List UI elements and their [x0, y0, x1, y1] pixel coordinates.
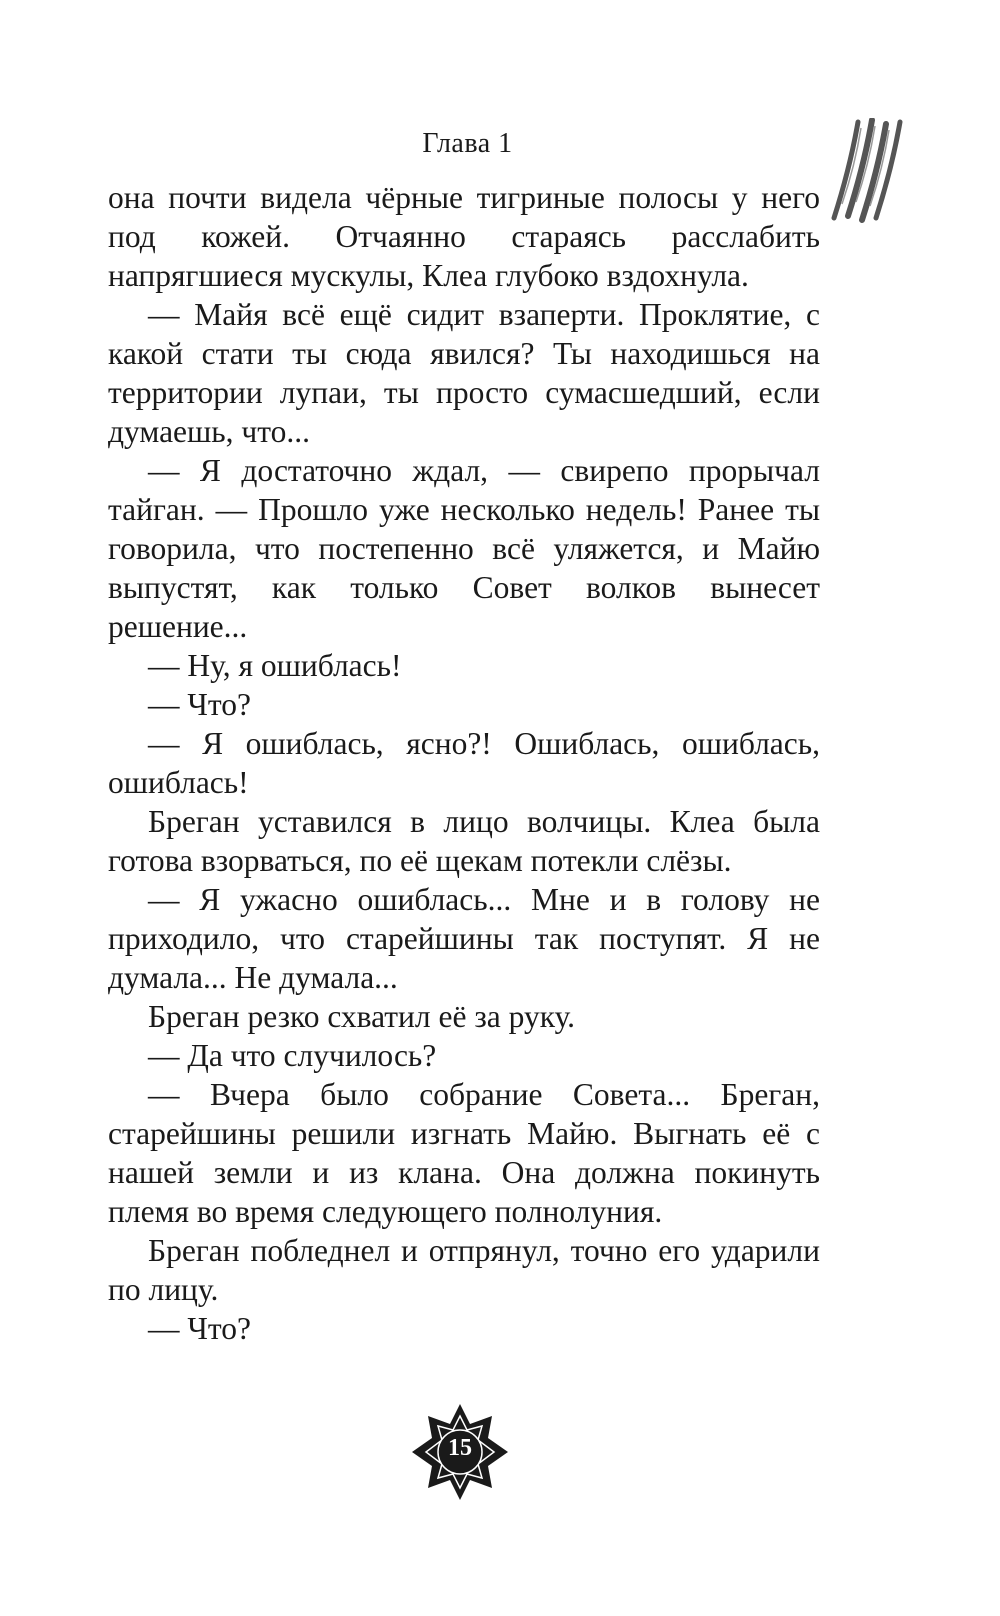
paragraph: Бреган побледнел и отпрянул, точно его ударили по лицу. — [108, 1233, 820, 1307]
paragraph: — Ну, я ошиблась! — [148, 648, 402, 683]
paragraph: Бреган резко схватил её за руку. — [148, 999, 576, 1034]
paragraph: — Майя всё ещё сидит взаперти. Проклятие, с какой стати ты сюда явился? Ты находишься на территории лупаи, ты просто сумасшедший, если думаешь, что... — [108, 297, 820, 449]
paragraph: — Я достаточно ждал, — свирепо прорычал тайган. — Прошло уже несколько недель! Ранее ты говорила, что постепенно всё уляжется, и Майю выпустят, как только Совет волков вынесет решение... — [108, 453, 820, 644]
paragraph: — Я ужасно ошиблась... Мне и в голову не приходило, что старейшины так поступят. Я не думала... Не думала... — [108, 882, 820, 995]
running-title: Глава 1 — [422, 128, 513, 159]
paragraph: — Я ошиблась, ясно?! Ошиблась, ошиблась, ошиблась! — [108, 726, 820, 800]
page-number: 15 — [448, 1435, 472, 1461]
paragraph: — Вчера было собрание Совета... Бреган, старейшины решили изгнать Майю. Выгнать её с нашей земли и из клана. Она должна покинуть племя во время следующего полнолуния. — [108, 1077, 820, 1229]
paragraph: она почти видела чёрные тигриные полосы у него под кожей. Отчаянно стараясь расслабить напрягшиеся мускулы, Клеа глубоко вздохнула. — [108, 180, 820, 293]
paragraph: — Что? — [148, 687, 251, 722]
paragraph: — Что? — [148, 1311, 251, 1346]
body-text — [108, 178, 820, 1348]
claw-marks-icon — [828, 118, 908, 228]
paragraph: Бреган уставился в лицо волчицы. Клеа была готова взорваться, по её щекам потекли слёзы. — [108, 804, 820, 878]
paragraph: — Да что случилось? — [148, 1038, 437, 1073]
